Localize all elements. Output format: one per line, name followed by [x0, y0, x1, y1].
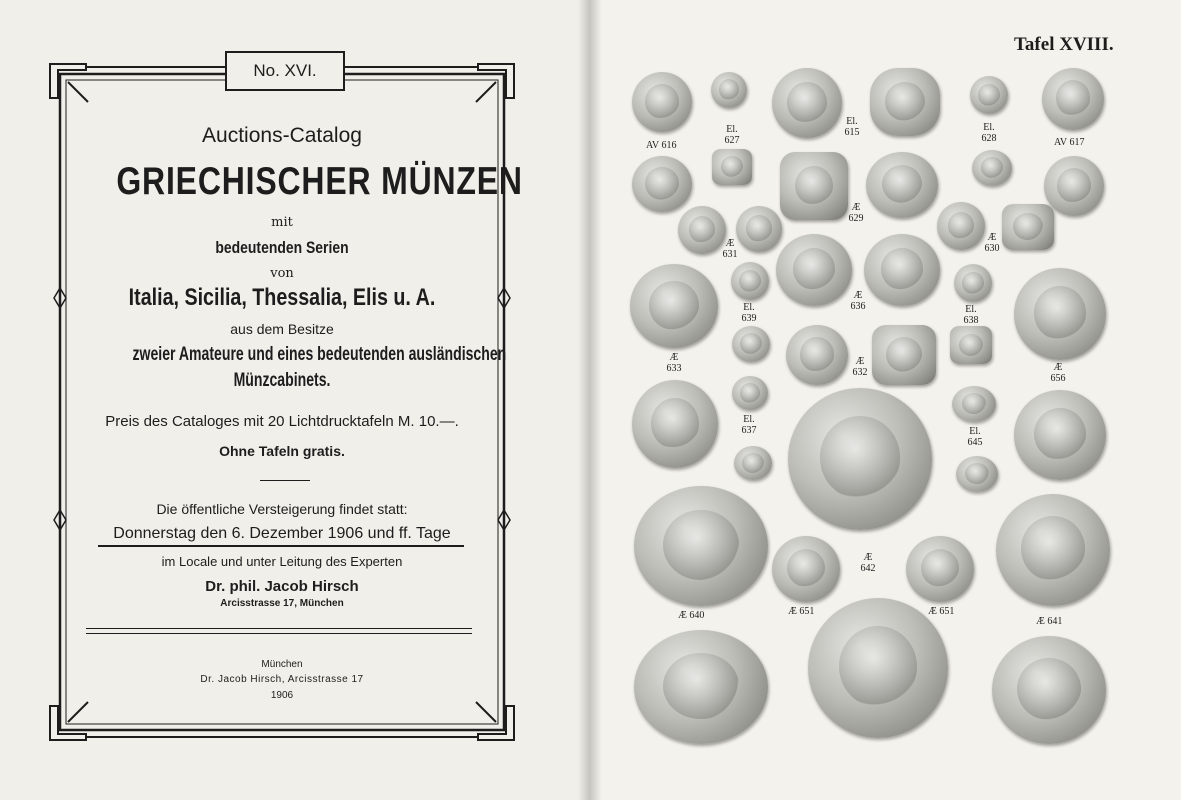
coin-640	[634, 486, 768, 606]
coin-r5d	[950, 326, 992, 364]
coin-label: Æ 631	[722, 238, 738, 260]
date-underline	[98, 545, 464, 547]
coin-label: Æ 641	[1036, 616, 1063, 627]
coin-r2f	[1044, 156, 1104, 216]
divider-double-bottom	[86, 633, 472, 634]
coin-630b	[1002, 204, 1054, 250]
coin-label: El. 637	[741, 414, 757, 436]
coin-637	[732, 376, 768, 410]
text-versteigerung: Die öffentliche Versteigerung findet statt:	[156, 501, 408, 517]
coin-label: Æ 642	[860, 552, 876, 574]
coin-label: El. 627	[724, 124, 740, 146]
coin-label: El. 639	[741, 302, 757, 324]
imprint-city: München	[261, 659, 303, 670]
coin-r5a	[732, 326, 770, 362]
coin-638	[954, 264, 992, 302]
coin-641	[996, 494, 1110, 606]
coin-636a	[776, 234, 852, 306]
coin-r2e	[972, 150, 1012, 186]
imprint-year: 1906	[270, 690, 294, 701]
coin-label: Æ 636	[850, 290, 866, 312]
coin-628	[970, 76, 1008, 114]
expert-address: Arcisstrasse 17, München	[220, 598, 344, 609]
divider-short	[260, 480, 310, 481]
text-mit: mit	[271, 215, 293, 230]
coin-631b	[736, 206, 782, 252]
text-von: von	[270, 266, 294, 281]
divider-double-top	[86, 628, 472, 629]
text-amateure: zweier Amateure und eines bedeutenden ausländischen	[132, 344, 507, 365]
text-preis: Preis des Cataloges mit 20 Lichtdrucktafeln M. 10.—.	[105, 413, 459, 430]
coin-639	[731, 262, 769, 300]
coin-r6f	[734, 446, 772, 480]
catalog-title: GRIECHISCHER MÜNZEN	[116, 160, 523, 203]
coin-label: Æ 629	[848, 202, 864, 224]
text-gratis: Ohne Tafeln gratis.	[219, 443, 345, 459]
coin-r2a	[632, 156, 692, 212]
coin-615	[772, 68, 842, 138]
coin-645	[952, 386, 996, 422]
coin-656	[1014, 268, 1106, 360]
coin-label: El. 638	[963, 304, 979, 326]
coin-label: El. 628	[981, 122, 997, 144]
coin-label: Æ 633	[666, 352, 682, 374]
coin-label: El. 615	[844, 116, 860, 138]
coin-unlabeled-1	[870, 68, 940, 136]
plate-number: Tafel XVIII.	[1014, 34, 1114, 55]
coin-r6a	[632, 380, 718, 468]
expert-name: Dr. phil. Jacob Hirsch	[205, 578, 359, 595]
coin-label: Æ 656	[1050, 362, 1066, 384]
coin-636b	[864, 234, 940, 306]
issue-number: No. XVI.	[225, 51, 345, 91]
coin-r8b	[808, 598, 948, 738]
coin-651a	[772, 536, 840, 602]
text-locale: im Locale und unter Leitung des Experten	[161, 554, 403, 569]
coin-label: AV 617	[1054, 137, 1085, 148]
coin-label: AV 616	[646, 140, 677, 151]
coin-629	[780, 152, 848, 220]
coin-r8c	[992, 636, 1106, 744]
coin-630a	[937, 202, 985, 250]
text-regions: Italia, Sicilia, Thessalia, Elis u. A.	[128, 284, 436, 311]
coin-large-center	[788, 388, 932, 530]
coin-label: Æ 651	[788, 606, 815, 617]
coin-label: Æ 651	[928, 606, 955, 617]
coin-651b	[906, 536, 974, 602]
text-cabinets: Münzcabinets.	[233, 370, 331, 391]
coin-r8a	[634, 630, 768, 744]
imprint-publisher: Dr. Jacob Hirsch, Arcisstrasse 17	[200, 674, 364, 685]
coin-label: El. 645	[967, 426, 983, 448]
coin-631a	[678, 206, 726, 254]
coin-r2b	[712, 149, 752, 185]
catalog-subtitle: Auctions-Catalog	[202, 124, 362, 147]
coin-label: Æ 640	[678, 610, 705, 621]
text-serien: bedeutenden Serien	[215, 238, 349, 257]
coin-632b	[872, 325, 936, 385]
coin-616	[632, 72, 692, 132]
title-page	[0, 0, 590, 800]
coin-633	[630, 264, 718, 348]
book-gutter	[578, 0, 602, 800]
coin-r6e	[1014, 390, 1106, 480]
text-besitze: aus dem Besitze	[230, 321, 334, 337]
coin-label: Æ 632	[852, 356, 868, 378]
coin-632a	[786, 325, 848, 385]
coin-627	[711, 72, 747, 108]
coin-r2d	[866, 152, 938, 218]
auction-date: Donnerstag den 6. Dezember 1906 und ff. Tage	[113, 525, 451, 542]
coin-r6g	[956, 456, 998, 492]
coin-label: Æ 630	[984, 232, 1000, 254]
coin-617	[1042, 68, 1104, 130]
